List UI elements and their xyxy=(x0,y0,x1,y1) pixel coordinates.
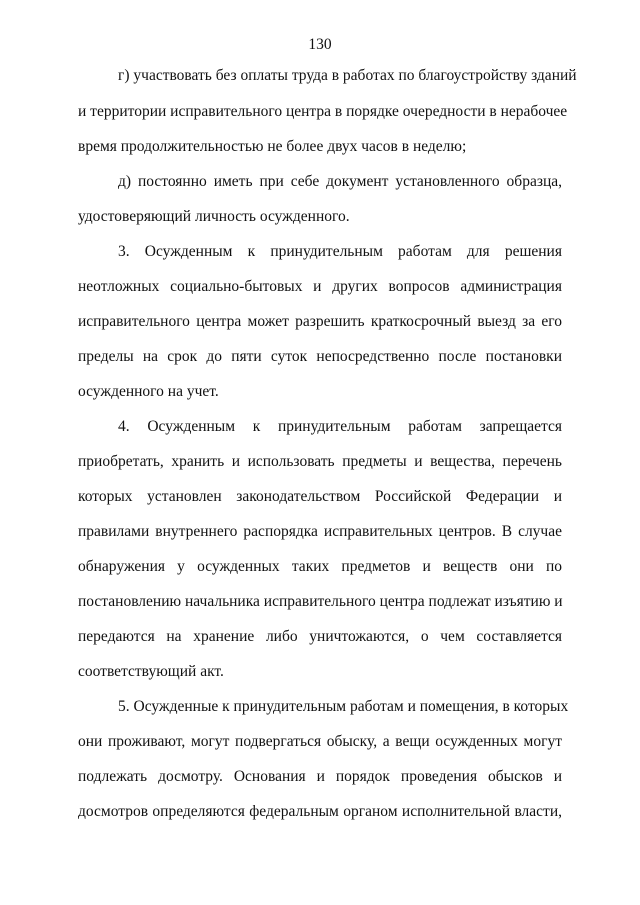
text-line: подлежать досмотру. Основания и порядок проведения обысков и xyxy=(78,768,562,785)
text-line: соответствующий акт. xyxy=(78,663,224,680)
text-line: удостоверяющий личность осужденного. xyxy=(78,208,350,225)
text-line: и территории исправительного центра в порядке очередности в нерабочее xyxy=(78,103,568,120)
text-line: пределы на срок до пяти суток непосредственно после постановки xyxy=(78,348,562,365)
text-line: 4. Осужденным к принудительным работам запрещается xyxy=(118,418,562,435)
text-line: время продолжительностью не более двух часов в неделю; xyxy=(78,138,467,155)
text-line: исправительного центра может разрешить краткосрочный выезд за его xyxy=(78,313,562,330)
text-line: г) участвовать без оплаты труда в работах по благоустройству зданий xyxy=(118,67,577,84)
text-line: приобретать, хранить и использовать предметы и вещества, перечень xyxy=(78,453,562,470)
text-line: постановлению начальника исправительного центра подлежат изъятию и xyxy=(78,593,563,610)
page-number: 130 xyxy=(308,36,332,53)
text-line: обнаружения у осужденных таких предметов и веществ они по xyxy=(78,558,562,575)
text-line: д) постоянно иметь при себе документ установленного образца, xyxy=(118,173,562,190)
text-line: неотложных социально-бытовых и других вопросов администрация xyxy=(78,278,562,295)
text-line: 5. Осужденные к принудительным работам и помещения, в которых xyxy=(118,698,569,715)
text-line: они проживают, могут подвергаться обыску, а вещи осужденных могут xyxy=(78,733,562,750)
text-line: осужденного на учет. xyxy=(78,383,219,400)
text-line: досмотров определяются федеральным органом исполнительной власти, xyxy=(78,803,562,820)
text-line: правилами внутреннего распорядка исправительных центров. В случае xyxy=(78,523,562,540)
text-line: передаются на хранение либо уничтожаются, о чем составляется xyxy=(78,628,562,645)
text-line: которых установлен законодательством Российской Федерации и xyxy=(78,488,562,505)
text-line: 3. Осужденным к принудительным работам для решения xyxy=(118,243,562,260)
